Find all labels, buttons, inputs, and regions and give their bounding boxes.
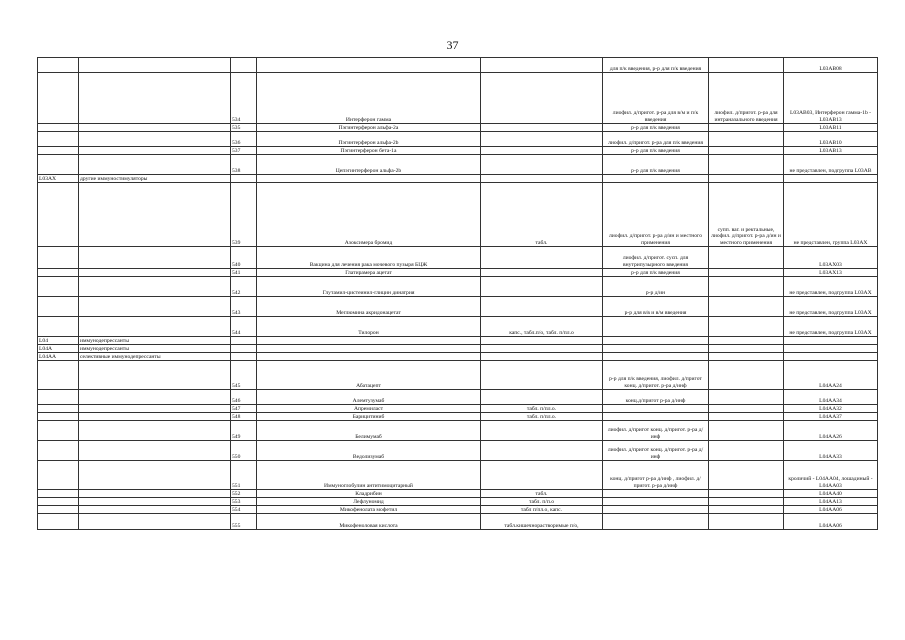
other-dosage-form bbox=[709, 405, 784, 413]
atc-code: L03AX03 bbox=[784, 247, 878, 269]
table-row bbox=[38, 183, 878, 247]
oral-dosage-form: табл.кишечнорастворимые п/о, bbox=[481, 514, 603, 530]
atc-group-code bbox=[38, 277, 79, 297]
oral-dosage-form bbox=[481, 461, 603, 490]
drug-name: Барицитиниб bbox=[257, 413, 481, 421]
atc-group-code bbox=[38, 124, 79, 132]
table-row bbox=[38, 277, 878, 297]
atc-code: не представлен, подгруппа L03AX bbox=[784, 277, 878, 297]
drug-name: Пэгинтерферон альфа-2b bbox=[257, 132, 481, 147]
oral-dosage-form bbox=[481, 58, 603, 73]
other-dosage-form bbox=[709, 413, 784, 421]
other-dosage-form bbox=[709, 461, 784, 490]
oral-dosage-form: капс., табл.п/о, табл. п/пл.о bbox=[481, 317, 603, 337]
drug-name: Ведолизумаб bbox=[257, 441, 481, 461]
row-number: 544 bbox=[231, 317, 257, 337]
row-number: 554 bbox=[231, 506, 257, 514]
group-description bbox=[79, 317, 231, 337]
drug-name: Вакцина для лечения рака мочевого пузыря БЦЖ bbox=[257, 247, 481, 269]
row-number: 539 bbox=[231, 183, 257, 247]
parenteral-dosage-form: р-р для п/к введения bbox=[603, 269, 709, 277]
atc-group-code bbox=[38, 490, 79, 498]
other-dosage-form: лиофил. д/пригот. р-ра для интраназального введения bbox=[709, 73, 784, 124]
table-row bbox=[38, 413, 878, 421]
atc-group-code bbox=[38, 498, 79, 506]
row-number: 538 bbox=[231, 155, 257, 175]
atc-group-code: L04A bbox=[38, 345, 79, 353]
table-row bbox=[38, 390, 878, 405]
atc-code: L04AA33 bbox=[784, 441, 878, 461]
other-dosage-form bbox=[709, 390, 784, 405]
other-dosage-form bbox=[709, 421, 784, 441]
parenteral-dosage-form bbox=[603, 514, 709, 530]
table-row bbox=[38, 337, 878, 345]
parenteral-dosage-form: р-р для п/к введения bbox=[603, 147, 709, 155]
drug-name: Меглюмина акридонацетат bbox=[257, 297, 481, 317]
oral-dosage-form: табл. bbox=[481, 490, 603, 498]
atc-group-code bbox=[38, 390, 79, 405]
parenteral-dosage-form: лиофил. д/пригот конц. д/пригот. р-ра д/инф bbox=[603, 441, 709, 461]
parenteral-dosage-form: р-р для п/к введения bbox=[603, 124, 709, 132]
atc-group-code bbox=[38, 405, 79, 413]
table-row bbox=[38, 498, 878, 506]
atc-code: L04AA40 bbox=[784, 490, 878, 498]
group-description: иммунодепрессанты bbox=[79, 337, 231, 345]
other-dosage-form bbox=[709, 337, 784, 345]
other-dosage-form bbox=[709, 277, 784, 297]
atc-group-code bbox=[38, 317, 79, 337]
drug-name: Интерферон гамма bbox=[257, 73, 481, 124]
other-dosage-form bbox=[709, 490, 784, 498]
atc-group-code bbox=[38, 413, 79, 421]
table-row bbox=[38, 345, 878, 353]
other-dosage-form bbox=[709, 353, 784, 361]
parenteral-dosage-form bbox=[603, 490, 709, 498]
row-number: 541 bbox=[231, 269, 257, 277]
other-dosage-form bbox=[709, 175, 784, 183]
group-description bbox=[79, 147, 231, 155]
parenteral-dosage-form: р-р для п/к введения bbox=[603, 155, 709, 175]
parenteral-dosage-form: конц. д/пригот р-ра д/инф , лиофил. д/пригот. р-ра д/инф bbox=[603, 461, 709, 490]
table-row bbox=[38, 132, 878, 147]
group-description bbox=[79, 269, 231, 277]
atc-code: L04AA32 bbox=[784, 405, 878, 413]
row-number bbox=[231, 175, 257, 183]
other-dosage-form bbox=[709, 124, 784, 132]
atc-group-code bbox=[38, 421, 79, 441]
parenteral-dosage-form bbox=[603, 498, 709, 506]
atc-group-code bbox=[38, 361, 79, 390]
parenteral-dosage-form bbox=[603, 345, 709, 353]
table-row bbox=[38, 147, 878, 155]
row-number: 552 bbox=[231, 490, 257, 498]
group-description: другие иммуностимуляторы bbox=[79, 175, 231, 183]
parenteral-dosage-form bbox=[603, 413, 709, 421]
atc-code bbox=[784, 353, 878, 361]
group-description bbox=[79, 498, 231, 506]
oral-dosage-form: табл. п/п.о bbox=[481, 498, 603, 506]
atc-code: L04AA26 bbox=[784, 421, 878, 441]
drug-name: Цепэгинтерферон альфа-2b bbox=[257, 155, 481, 175]
table-row bbox=[38, 155, 878, 175]
row-number: 536 bbox=[231, 132, 257, 147]
row-number bbox=[231, 58, 257, 73]
row-number: 547 bbox=[231, 405, 257, 413]
table-row bbox=[38, 269, 878, 277]
group-description bbox=[79, 155, 231, 175]
other-dosage-form bbox=[709, 345, 784, 353]
table-row bbox=[38, 441, 878, 461]
drug-table bbox=[37, 57, 878, 530]
atc-group-code bbox=[38, 147, 79, 155]
drug-name: Лефлуномид bbox=[257, 498, 481, 506]
atc-code: L04AA34 bbox=[784, 390, 878, 405]
parenteral-dosage-form: лиофил. д/пригот. р-ра для в/м и п/к введения bbox=[603, 73, 709, 124]
oral-dosage-form bbox=[481, 390, 603, 405]
drug-name: Пэгинтерферон бета-1а bbox=[257, 147, 481, 155]
parenteral-dosage-form bbox=[603, 337, 709, 345]
group-description bbox=[79, 58, 231, 73]
other-dosage-form bbox=[709, 269, 784, 277]
row-number bbox=[231, 345, 257, 353]
group-description bbox=[79, 124, 231, 132]
atc-code bbox=[784, 337, 878, 345]
group-description bbox=[79, 183, 231, 247]
other-dosage-form bbox=[709, 132, 784, 147]
drug-name: Микофенолата мофетил bbox=[257, 506, 481, 514]
parenteral-dosage-form: лиофил. д/пригот. р-ра д/ин и местного применения bbox=[603, 183, 709, 247]
atc-group-code bbox=[38, 183, 79, 247]
row-number: 551 bbox=[231, 461, 257, 490]
parenteral-dosage-form: для п/к введения, р-р для п/к введения bbox=[603, 58, 709, 73]
oral-dosage-form: табл. п/пл.о. bbox=[481, 413, 603, 421]
row-number: 535 bbox=[231, 124, 257, 132]
table-row bbox=[38, 175, 878, 183]
oral-dosage-form bbox=[481, 269, 603, 277]
group-description bbox=[79, 361, 231, 390]
parenteral-dosage-form: лиофил. д/пригот. сусп. для внутрипузырного введения bbox=[603, 247, 709, 269]
atc-code: L03AX13 bbox=[784, 269, 878, 277]
atc-code: L03AB08 bbox=[784, 58, 878, 73]
group-description bbox=[79, 441, 231, 461]
group-description bbox=[79, 390, 231, 405]
drug-name: Азоксимера бромид bbox=[257, 183, 481, 247]
atc-group-code bbox=[38, 297, 79, 317]
row-number: 546 bbox=[231, 390, 257, 405]
atc-group-code: L04AA bbox=[38, 353, 79, 361]
row-number: 548 bbox=[231, 413, 257, 421]
group-description bbox=[79, 506, 231, 514]
oral-dosage-form bbox=[481, 337, 603, 345]
atc-code: L04AA37 bbox=[784, 413, 878, 421]
atc-group-code: L03AX bbox=[38, 175, 79, 183]
table-row bbox=[38, 124, 878, 132]
group-description bbox=[79, 277, 231, 297]
row-number: 550 bbox=[231, 441, 257, 461]
atc-group-code bbox=[38, 514, 79, 530]
parenteral-dosage-form bbox=[603, 317, 709, 337]
oral-dosage-form bbox=[481, 353, 603, 361]
parenteral-dosage-form bbox=[603, 405, 709, 413]
drug-name: Тилорон bbox=[257, 317, 481, 337]
row-number: 555 bbox=[231, 514, 257, 530]
row-number: 543 bbox=[231, 297, 257, 317]
table-row bbox=[38, 247, 878, 269]
row-number: 553 bbox=[231, 498, 257, 506]
atc-group-code bbox=[38, 506, 79, 514]
atc-group-code bbox=[38, 269, 79, 277]
atc-code: L04AA13 bbox=[784, 498, 878, 506]
other-dosage-form bbox=[709, 147, 784, 155]
drug-name: Иммуноглобулин антитимоцитарный bbox=[257, 461, 481, 490]
drug-name: Кладрибин bbox=[257, 490, 481, 498]
table-row bbox=[38, 353, 878, 361]
group-description bbox=[79, 297, 231, 317]
oral-dosage-form bbox=[481, 421, 603, 441]
group-description bbox=[79, 132, 231, 147]
group-description bbox=[79, 514, 231, 530]
oral-dosage-form bbox=[481, 297, 603, 317]
other-dosage-form bbox=[709, 317, 784, 337]
drug-name bbox=[257, 175, 481, 183]
other-dosage-form: супп. ваг. и ректальные, лиофил. д/пригот. р-ра д/ин и местного применения bbox=[709, 183, 784, 247]
atc-code: не представлен, подгруппа L03AX bbox=[784, 297, 878, 317]
drug-name: Апремиласт bbox=[257, 405, 481, 413]
table-row bbox=[38, 73, 878, 124]
atc-group-code bbox=[38, 58, 79, 73]
drug-name bbox=[257, 337, 481, 345]
row-number bbox=[231, 353, 257, 361]
parenteral-dosage-form bbox=[603, 506, 709, 514]
atc-code: L03AB13 bbox=[784, 147, 878, 155]
oral-dosage-form bbox=[481, 132, 603, 147]
group-description bbox=[79, 247, 231, 269]
atc-group-code bbox=[38, 132, 79, 147]
atc-group-code bbox=[38, 247, 79, 269]
group-description bbox=[79, 73, 231, 124]
atc-code: не представлен, группа L03AX bbox=[784, 183, 878, 247]
parenteral-dosage-form: конц.д/пригот р-ра д/инф bbox=[603, 390, 709, 405]
atc-code: кроличий - L04AA04, лошадиный - L04AA03 bbox=[784, 461, 878, 490]
row-number: 549 bbox=[231, 421, 257, 441]
group-description bbox=[79, 413, 231, 421]
other-dosage-form bbox=[709, 297, 784, 317]
drug-name: Микофеноловая кислота bbox=[257, 514, 481, 530]
oral-dosage-form bbox=[481, 247, 603, 269]
atc-group-code bbox=[38, 155, 79, 175]
other-dosage-form bbox=[709, 58, 784, 73]
oral-dosage-form bbox=[481, 345, 603, 353]
atc-code: L04AA06 bbox=[784, 514, 878, 530]
atc-code bbox=[784, 175, 878, 183]
group-description bbox=[79, 490, 231, 498]
oral-dosage-form bbox=[481, 175, 603, 183]
atc-group-code bbox=[38, 441, 79, 461]
other-dosage-form bbox=[709, 155, 784, 175]
parenteral-dosage-form: лиофил. д/пригот. р-ра для п/к введения bbox=[603, 132, 709, 147]
oral-dosage-form: табл. bbox=[481, 183, 603, 247]
oral-dosage-form bbox=[481, 147, 603, 155]
drug-name: Алемтузумаб bbox=[257, 390, 481, 405]
table-row bbox=[38, 405, 878, 413]
row-number: 545 bbox=[231, 361, 257, 390]
atc-group-code bbox=[38, 73, 79, 124]
other-dosage-form bbox=[709, 247, 784, 269]
oral-dosage-form bbox=[481, 361, 603, 390]
group-description: селективные иммунодепрессанты bbox=[79, 353, 231, 361]
drug-name bbox=[257, 58, 481, 73]
atc-code: не представлен, подгруппа L03AB bbox=[784, 155, 878, 175]
group-description bbox=[79, 421, 231, 441]
group-description: иммунодепрессанты bbox=[79, 345, 231, 353]
table-row bbox=[38, 58, 878, 73]
oral-dosage-form bbox=[481, 441, 603, 461]
parenteral-dosage-form: р-р для п/к введения, лиофил. д/пригот конц. д/пригот. р-ра д/инф bbox=[603, 361, 709, 390]
table-row bbox=[38, 297, 878, 317]
other-dosage-form bbox=[709, 514, 784, 530]
table-row bbox=[38, 461, 878, 490]
row-number bbox=[231, 337, 257, 345]
table-row bbox=[38, 506, 878, 514]
row-number: 537 bbox=[231, 147, 257, 155]
row-number: 534 bbox=[231, 73, 257, 124]
atc-group-code: L04 bbox=[38, 337, 79, 345]
parenteral-dosage-form: р-р для в/в и в/м введения bbox=[603, 297, 709, 317]
other-dosage-form bbox=[709, 441, 784, 461]
parenteral-dosage-form bbox=[603, 353, 709, 361]
oral-dosage-form: табл. п/пл.о. bbox=[481, 405, 603, 413]
parenteral-dosage-form: р-р д/ин bbox=[603, 277, 709, 297]
row-number: 542 bbox=[231, 277, 257, 297]
table-row bbox=[38, 421, 878, 441]
oral-dosage-form bbox=[481, 155, 603, 175]
drug-name: Абатацепт bbox=[257, 361, 481, 390]
drug-name: Белимумаб bbox=[257, 421, 481, 441]
drug-name: Глутамил-цистеинил-глицин динатрия bbox=[257, 277, 481, 297]
row-number: 540 bbox=[231, 247, 257, 269]
drug-name: Глатирамера ацетат bbox=[257, 269, 481, 277]
other-dosage-form bbox=[709, 498, 784, 506]
drug-name: Пэгинтерферон альфа-2а bbox=[257, 124, 481, 132]
group-description bbox=[79, 405, 231, 413]
drug-name bbox=[257, 353, 481, 361]
table-row bbox=[38, 514, 878, 530]
atc-group-code bbox=[38, 461, 79, 490]
drug-name bbox=[257, 345, 481, 353]
parenteral-dosage-form: лиофил. д/пригот конц. д/пригот. р-ра д/инф bbox=[603, 421, 709, 441]
other-dosage-form bbox=[709, 361, 784, 390]
parenteral-dosage-form bbox=[603, 175, 709, 183]
atc-code: L03AB10 bbox=[784, 132, 878, 147]
atc-code: L04AA24 bbox=[784, 361, 878, 390]
oral-dosage-form bbox=[481, 73, 603, 124]
table-row bbox=[38, 361, 878, 390]
table-row bbox=[38, 490, 878, 498]
group-description bbox=[79, 461, 231, 490]
oral-dosage-form bbox=[481, 277, 603, 297]
atc-code: L03AB03, Интерферон гамма-1b - L03AB13 bbox=[784, 73, 878, 124]
atc-code: L04AA06 bbox=[784, 506, 878, 514]
other-dosage-form bbox=[709, 506, 784, 514]
table-row bbox=[38, 317, 878, 337]
atc-code: L03AB11 bbox=[784, 124, 878, 132]
page-number: 37 bbox=[446, 38, 459, 52]
oral-dosage-form bbox=[481, 124, 603, 132]
oral-dosage-form: табл п/пл.о, капс. bbox=[481, 506, 603, 514]
atc-code bbox=[784, 345, 878, 353]
atc-code: не представлен, подгруппа L03AX bbox=[784, 317, 878, 337]
